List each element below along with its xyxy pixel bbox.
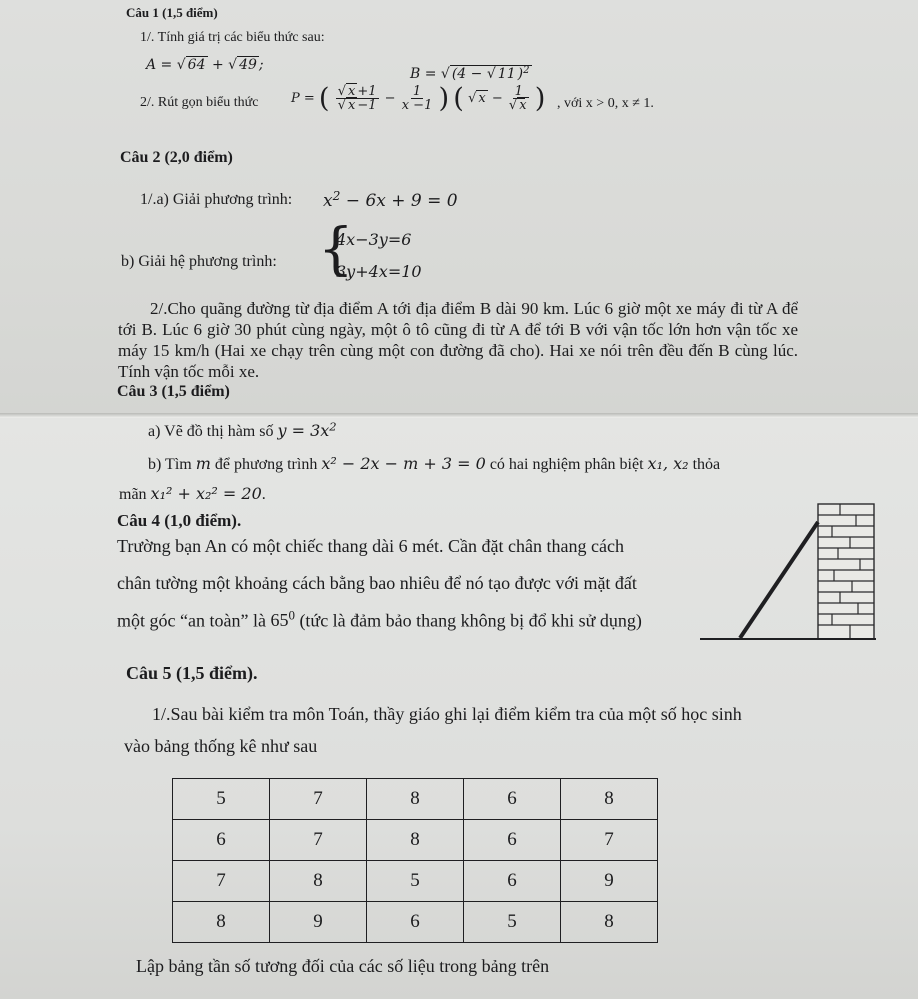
a-eq-sup: 2 — [332, 189, 341, 203]
angle-value: 65 — [270, 610, 289, 631]
q3-b-equation: x² − 2x − m + 3 = 0 — [321, 454, 486, 473]
fraction-2-num: 1 — [412, 84, 422, 100]
expr-a-radicand-2: 49 — [239, 57, 257, 73]
table-cell: 7 — [270, 779, 367, 820]
f1-num-radicand: x — [348, 84, 356, 100]
q3-b-text-3: có hai nghiệm phân biệt — [489, 456, 644, 473]
q4-angle — [270, 610, 294, 630]
table-cell: 9 — [270, 902, 367, 943]
expr-a-end: ; — [258, 57, 264, 73]
q3-b-text-4: thỏa — [692, 456, 721, 473]
q3-a-line — [148, 421, 337, 440]
expr-p-minus: − — [491, 91, 503, 107]
table-row — [173, 779, 658, 820]
fraction-4 — [509, 85, 529, 112]
q3-heading: Câu 3 (1,5 điểm) — [117, 383, 230, 400]
brick-wall — [818, 504, 874, 639]
sqrt-sign: √ — [486, 66, 496, 83]
angle-degree: 0 — [288, 608, 295, 623]
q2-b-label: b) Giải hệ phương trình: — [121, 253, 277, 270]
sqrt-sign: √ — [228, 57, 238, 73]
fraction-4-den: √ x — [508, 98, 527, 114]
fraction-1 — [336, 85, 379, 112]
table-cell: 8 — [367, 820, 464, 861]
q5-intro-1: 1/.Sau bài kiểm tra môn Toán, thầy giáo ghi lại điểm kiểm tra của một số học sinh — [152, 704, 742, 724]
f3-radicand: x — [478, 91, 486, 107]
table-cell: 8 — [173, 902, 270, 943]
q4-line-3-pre: một góc “an toàn” là — [117, 610, 266, 631]
table-cell: 9 — [561, 861, 658, 902]
fraction-4-num: 1 — [514, 84, 523, 100]
q3-a-function — [277, 421, 336, 440]
a-eq-pre: x — [323, 191, 333, 212]
fraction-1-num: √ x +1 — [337, 84, 377, 100]
table-cell: 6 — [464, 820, 561, 861]
q2-word-problem: 2/.Cho quãng đường từ địa điểm A tới địa điểm B dài 90 km. Lúc 6 giờ một xe máy đi từ A để tới B. Lúc 6 giờ 30 phút cùng ngày, một ô tô cũng đi từ A để tới B với vận tốc lớn hơn vận tốc xe máy 15 km/h (Hai xe chạy trên cùng một con đường đã cho). Hai xe nói trên đều đến B cùng lúc. Tính vận tốc mỗi xe. — [118, 299, 798, 381]
q3-b-text-1: b) Tìm — [148, 456, 192, 473]
fraction-1-den: √ x −1 — [337, 98, 377, 114]
table-cell: 6 — [367, 902, 464, 943]
table-cell: 8 — [561, 779, 658, 820]
expr-p-lhs: P = — [291, 91, 315, 107]
q5-intro-2: vào bảng thống kê như sau — [124, 736, 318, 756]
q5-footer: Lập bảng tần số tương đối của các số liệu trong bảng trên — [136, 956, 550, 976]
q3-b-end: . — [261, 486, 266, 503]
expr-b-lhs: B = — [410, 66, 437, 83]
q2-a-label: 1/.a) Giải phương trình: — [140, 191, 293, 208]
expr-b-inner-left: (4 − — [451, 66, 483, 83]
q3-a-text: a) Vẽ đồ thị hàm số — [148, 422, 274, 440]
q1-part2-text: 2/. Rút gọn biểu thức — [140, 95, 259, 110]
table-cell: 6 — [173, 820, 270, 861]
q2-heading: Câu 2 (2,0 điểm) — [120, 149, 233, 166]
q3-b-text-2: để phương trình — [214, 456, 318, 473]
q3-b-text-5: mãn — [119, 486, 147, 503]
f1-den-radicand: x — [348, 98, 356, 114]
f1-den-tail: −1 — [357, 98, 377, 114]
q4-heading: Câu 4 (1,0 điểm). — [117, 511, 242, 530]
expr-b-radicand — [450, 65, 532, 82]
fraction-2 — [402, 85, 433, 112]
table-cell: 7 — [270, 820, 367, 861]
q3-b-line — [148, 456, 720, 473]
q4-line-3-post: (tức là đảm bảo thang không bị đổ khi sử dụng) — [299, 610, 642, 631]
expr-b-inner-right: ) — [517, 66, 524, 83]
expr-b-square: 2 — [523, 65, 530, 76]
q3-b-line-2 — [119, 486, 266, 503]
table-cell: 5 — [367, 861, 464, 902]
expr-a-plus: + — [211, 57, 224, 73]
q5-heading: Câu 5 (1,5 điểm). — [126, 663, 258, 683]
paren-close: ) — [438, 83, 450, 114]
table-cell: 6 — [464, 779, 561, 820]
expr-b-inner-radicand: 11 — [497, 66, 516, 83]
q1-expr-p — [291, 85, 545, 112]
table-cell: 8 — [367, 779, 464, 820]
table-cell: 8 — [561, 902, 658, 943]
sqrt-sign: √ — [440, 66, 450, 83]
expr-p-minus: − — [384, 91, 396, 107]
a-eq-post: − 6x + 9 = 0 — [340, 191, 458, 212]
q4-line-2: chân tường một khoảng cách bằng bao nhiêu để nó tạo được với mặt đất — [117, 573, 637, 593]
q3-b-condition: x₁² + x₂² = 20 — [150, 484, 262, 503]
q3-b-roots: x₁, x₂ — [647, 454, 689, 473]
table-cell: 8 — [270, 861, 367, 902]
f4-den-radicand: x — [519, 98, 527, 114]
q1-part1-text: 1/. Tính giá trị các biểu thức sau: — [140, 30, 325, 45]
expr-a-lhs: A = — [146, 57, 173, 73]
sqrt-sign: √ — [176, 57, 186, 73]
paren-open: ( — [318, 83, 330, 114]
table-cell: 5 — [464, 902, 561, 943]
table-cell: 6 — [464, 861, 561, 902]
q1-expr-b — [410, 66, 532, 81]
fn-pre: y = 3x — [277, 420, 330, 440]
table-cell: 7 — [173, 861, 270, 902]
fraction-2-den: x −1 — [401, 98, 433, 114]
q1-expr-a — [146, 58, 264, 72]
paper-fold-edge — [0, 413, 918, 418]
paren-open: ( — [453, 83, 464, 114]
table-row — [173, 902, 658, 943]
sqrt-sign: √ — [468, 91, 477, 107]
system-brace: { — [318, 217, 354, 282]
score-table — [172, 778, 658, 943]
f1-num-tail: +1 — [357, 84, 377, 100]
expr-a-radicand-1: 64 — [187, 57, 206, 73]
ladder-wall-diagram — [700, 500, 880, 650]
table-cell: 7 — [561, 820, 658, 861]
q2-a-equation — [323, 190, 458, 210]
table-row — [173, 861, 658, 902]
q4-line-3 — [117, 610, 642, 629]
table-cell: 5 — [173, 779, 270, 820]
q3-b-m: m — [195, 454, 211, 473]
q2-b-eq1: 4x−3y=6 — [336, 230, 412, 249]
q4-line-1: Trường bạn An có một chiếc thang dài 6 mét. Cần đặt chân thang cách — [117, 536, 624, 556]
table-row — [173, 820, 658, 861]
fn-sup: 2 — [329, 419, 337, 433]
paren-close: ) — [534, 83, 546, 114]
q1-heading: Câu 1 (1,5 điểm) — [126, 5, 218, 20]
q1-condition: , với x > 0, x ≠ 1. — [557, 96, 654, 111]
ladder — [740, 522, 818, 638]
q2-b-eq2: 3y+4x=10 — [336, 262, 422, 281]
